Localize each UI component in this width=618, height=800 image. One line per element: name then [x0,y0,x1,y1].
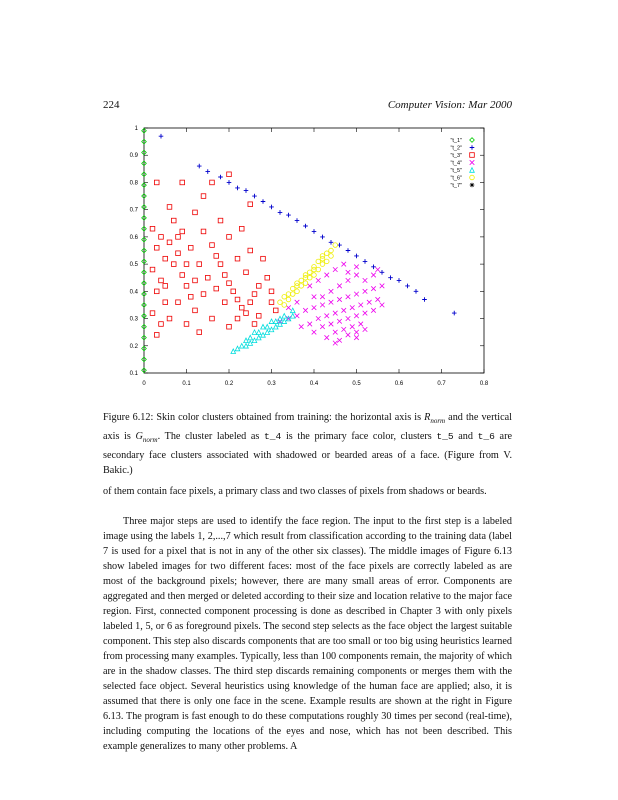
data-point [329,322,334,327]
data-point [239,305,244,310]
data-point [286,213,291,218]
caption-text: and the vertical axis is [103,412,512,443]
data-point [273,308,278,313]
data-point [248,341,253,346]
data-point [197,164,202,169]
data-point [375,297,380,302]
legend-marker [470,168,475,173]
data-point [210,316,215,321]
data-point [256,335,261,340]
data-point [180,273,185,278]
data-point [380,284,385,289]
data-point [422,297,427,302]
data-point [252,194,257,199]
data-point [171,262,176,267]
data-point [256,284,261,289]
data-point [252,330,257,335]
data-point [341,262,346,267]
data-point [414,289,419,294]
legend-label: "t_1" [450,138,462,144]
data-point [333,267,338,272]
data-point [265,330,270,335]
figure-caption [103,410,512,478]
data-point [295,289,300,294]
data-point [282,303,287,308]
data-point [269,289,274,294]
data-point [222,273,227,278]
data-point [167,240,172,245]
data-point [290,286,295,291]
data-point [278,300,283,305]
data-point [176,300,181,305]
y-tick-label: 0.7 [129,207,138,214]
data-point [252,338,257,343]
data-point [167,205,172,210]
data-point [320,294,325,299]
data-point [316,259,321,264]
data-point [154,289,159,294]
data-point [371,286,376,291]
data-point [286,297,291,302]
data-point [210,243,215,248]
legend-marker [470,175,475,180]
data-point [180,180,185,185]
data-point [363,259,368,264]
legend-label: "t_3" [450,153,462,159]
y-tick-label: 0.2 [129,343,138,350]
data-point [312,305,317,310]
legend-label: "t_2" [450,145,462,152]
legend-marker [470,183,475,188]
data-point [363,311,368,316]
legend-label: "t_5" [450,168,462,174]
data-point [337,319,342,324]
data-point [265,275,270,280]
data-point [193,278,198,283]
data-point [380,270,385,275]
data-point [358,322,363,327]
data-point [333,341,338,346]
data-point [218,175,223,180]
data-point [341,308,346,313]
cluster-t4: t_4 [264,431,282,443]
data-point [184,262,189,267]
data-point [227,180,232,185]
data-point [150,226,155,231]
data-point [235,256,240,261]
data-point [307,322,312,327]
data-point [350,324,355,329]
data-point [286,305,291,310]
x-tick-label: 0.5 [352,381,361,387]
data-point [278,210,283,215]
data-point [295,281,300,286]
data-point [337,338,342,343]
data-point [214,254,219,259]
data-point [388,275,393,280]
data-point [201,194,206,199]
x-tick-label: 0.1 [182,381,191,387]
x-tick-label: 0.4 [309,381,319,387]
data-point [159,322,164,327]
data-point [312,294,317,299]
data-point [354,273,359,278]
data-point [248,335,253,340]
data-point [346,278,351,283]
cluster-t6: t_6 [477,431,495,443]
data-point [405,284,410,289]
data-point [210,180,215,185]
data-point [269,319,274,324]
data-point [188,294,193,299]
x-tick-label: 0.2 [224,381,234,387]
data-point [371,265,376,270]
data-point [188,245,193,250]
data-point [244,338,249,343]
data-point [218,218,223,223]
series-6 [278,243,338,307]
data-point [261,324,266,329]
body-paragraph-2: Three major steps are used to identify the face region. The input to the first step is a labeled image using the labels 1, 2,...,7 which result from classification according to the training data (label 7 is used for a pixel that is not in any of the other six classes). The middle images of Figure 6.13 show labeled images for two different faces: most of the face pixels are correctly labeled as are most of the background pixels; however, there are many small areas of error. Components are aggregated and then merged or deleted according to their size and location relative to the major face region. First, connected component processing is done as described in Chapter 3 with only pixels labeled 1, 5, or 6 as foreground pixels. The second step selects as the face object the largest suitable component. This step also discards components that are too small or too big using heuristics learned from processing many examples. Typically, less than 100 components remain, the majority of which are in the shadow classes. The third step discards remaining components or merges them with the selected face object. Several heuristics using knowledge of the human face are applied; also, it is assumed that there is only one face in the scene. Example results are shown at the right in Figure 6.13. The program is fast enough to do these computations roughly 30 times per second (real-time), including computing the locations of the eyes and nose, which has not been described. This example generalizes to many other problems. A [103,516,512,752]
data-point [320,235,325,240]
data-point [346,316,351,321]
data-point [363,278,368,283]
data-point [282,294,287,299]
data-point [354,254,359,259]
legend-marker [470,145,475,150]
data-point [299,324,304,329]
data-point [256,314,261,319]
data-point [244,311,249,316]
data-point [256,330,261,335]
data-point [363,327,368,332]
data-point [218,262,223,267]
data-point [371,273,376,278]
data-point [278,316,283,321]
legend-marker [470,160,475,165]
y-tick-label: 0.1 [129,371,138,377]
data-point [307,284,312,289]
caption-text: . The cluster labeled as [157,431,265,443]
data-point [324,259,329,264]
data-point [452,311,457,316]
data-point [346,270,351,275]
y-tick-label: 0.8 [129,180,138,187]
data-point [312,273,317,278]
legend-marker [470,138,475,143]
data-point [252,322,257,327]
data-point [295,314,300,319]
x-tick-label: 0.3 [267,381,276,387]
y-tick-label: 0.6 [129,234,138,241]
data-point [303,308,308,313]
data-point [180,229,185,234]
data-point [375,267,380,272]
data-point [205,169,210,174]
data-point [154,180,159,185]
data-point [227,172,232,177]
data-point [201,229,206,234]
data-point [397,278,402,283]
data-point [244,343,249,348]
data-point [227,235,232,240]
data-point [244,270,249,275]
data-point [248,202,253,207]
data-point [176,235,181,240]
data-point [176,251,181,256]
data-point [222,300,227,305]
data-point [205,275,210,280]
data-point [231,289,236,294]
data-point [354,335,359,340]
cluster-t5: t_5 [436,431,454,443]
legend-marker [470,153,475,158]
data-point [197,330,202,335]
data-point [239,343,244,348]
data-point [248,248,253,253]
data-point [295,218,300,223]
data-point [367,300,372,305]
data-point [354,330,359,335]
g-norm-symbol: $G_{norm}$ [135,431,158,445]
data-point [341,327,346,332]
data-point [320,303,325,308]
data-point [324,314,329,319]
data-point [324,251,329,256]
data-point [150,311,155,316]
data-point [235,346,240,351]
data-point [269,205,274,210]
data-point [269,300,274,305]
data-point [154,245,159,250]
data-point [337,284,342,289]
data-point [227,324,232,329]
series-5 [231,308,295,353]
data-point [358,303,363,308]
data-point [333,311,338,316]
data-point [333,330,338,335]
y-tick-label: 0.5 [129,262,138,269]
data-point [371,308,376,313]
data-point [227,281,232,286]
data-point [316,278,321,283]
caption-text: are secondary face clusters associated with shadowed or bearded areas of a face. (Figure from V. Bakic.) [103,431,512,477]
y-tick-label: 0.9 [129,153,138,160]
data-point [159,134,164,139]
data-point [290,308,295,313]
y-tick-label: 1 [134,126,138,132]
data-point [193,210,198,215]
data-point [282,314,287,319]
data-point [269,327,274,332]
data-point [252,292,257,297]
data-point [248,300,253,305]
data-point [273,319,278,324]
data-point [320,254,325,259]
data-point [261,256,266,261]
data-point [329,300,334,305]
data-point [235,186,240,191]
data-point [299,278,304,283]
data-point [337,297,342,302]
data-point [265,324,270,329]
data-point [350,305,355,310]
data-point [363,289,368,294]
data-point [193,308,198,313]
body-paragraph-1: of them contain face pixels, a primary class and two classes of pixels from shadows or beards. [103,486,487,497]
data-point [261,333,266,338]
page-number: 224 [103,99,120,111]
data-point [303,224,308,229]
data-point [154,333,159,338]
data-point [346,294,351,299]
legend-label: "t_6" [450,175,462,182]
x-tick-label: 0.6 [394,381,404,387]
y-tick-label: 0.3 [129,316,138,323]
legend-label: "t_4" [450,160,462,167]
data-point [354,292,359,297]
x-tick-label: 0.7 [437,381,446,387]
data-point [312,229,317,234]
data-point [324,335,329,340]
x-tick-label: 0.8 [479,381,489,387]
caption-text: is the primary face color, clusters [281,431,437,443]
data-point [235,297,240,302]
data-point [201,292,206,297]
data-point [354,265,359,270]
chart-svg [104,118,514,400]
data-point [244,188,249,193]
data-point [303,281,308,286]
data-point [380,303,385,308]
legend-label: "t_7" [450,183,462,189]
skin-color-scatter-plot [104,118,514,400]
data-point [184,322,189,327]
data-point [159,278,164,283]
data-point [354,314,359,319]
data-point [329,289,334,294]
data-point [150,267,155,272]
series-4 [278,262,385,346]
data-point [316,316,321,321]
x-tick-label: 0 [142,381,146,387]
data-point [239,226,244,231]
data-point [163,256,168,261]
data-point [329,248,334,253]
data-point [307,270,312,275]
data-point [295,300,300,305]
data-point [333,243,338,248]
data-point [282,319,287,324]
data-point [159,235,164,240]
data-point [163,300,168,305]
data-point [329,254,334,259]
data-point [167,316,172,321]
data-point [324,273,329,278]
series-3 [150,172,278,337]
data-point [312,330,317,335]
data-point [303,273,308,278]
data-point [231,349,236,354]
data-point [329,240,334,245]
data-point [273,324,278,329]
caption-text: and [453,431,478,443]
data-point [320,262,325,267]
data-point [184,284,189,289]
data-point [214,286,219,291]
data-point [171,218,176,223]
caption-text: Skin color clusters obtained from training: the horizontal axis is [153,412,425,423]
data-point [235,316,240,321]
data-point [320,324,325,329]
caption-label: Figure 6.12: [103,412,154,423]
plot-frame [144,128,484,373]
y-tick-label: 0.4 [129,289,138,296]
data-point [346,248,351,253]
data-point [163,284,168,289]
data-point [290,314,295,319]
r-norm-symbol: $R_{norm}$ [424,412,446,426]
data-point [197,262,202,267]
data-point [346,333,351,338]
running-head: Computer Vision: Mar 2000 [387,99,512,111]
data-point [261,199,266,204]
